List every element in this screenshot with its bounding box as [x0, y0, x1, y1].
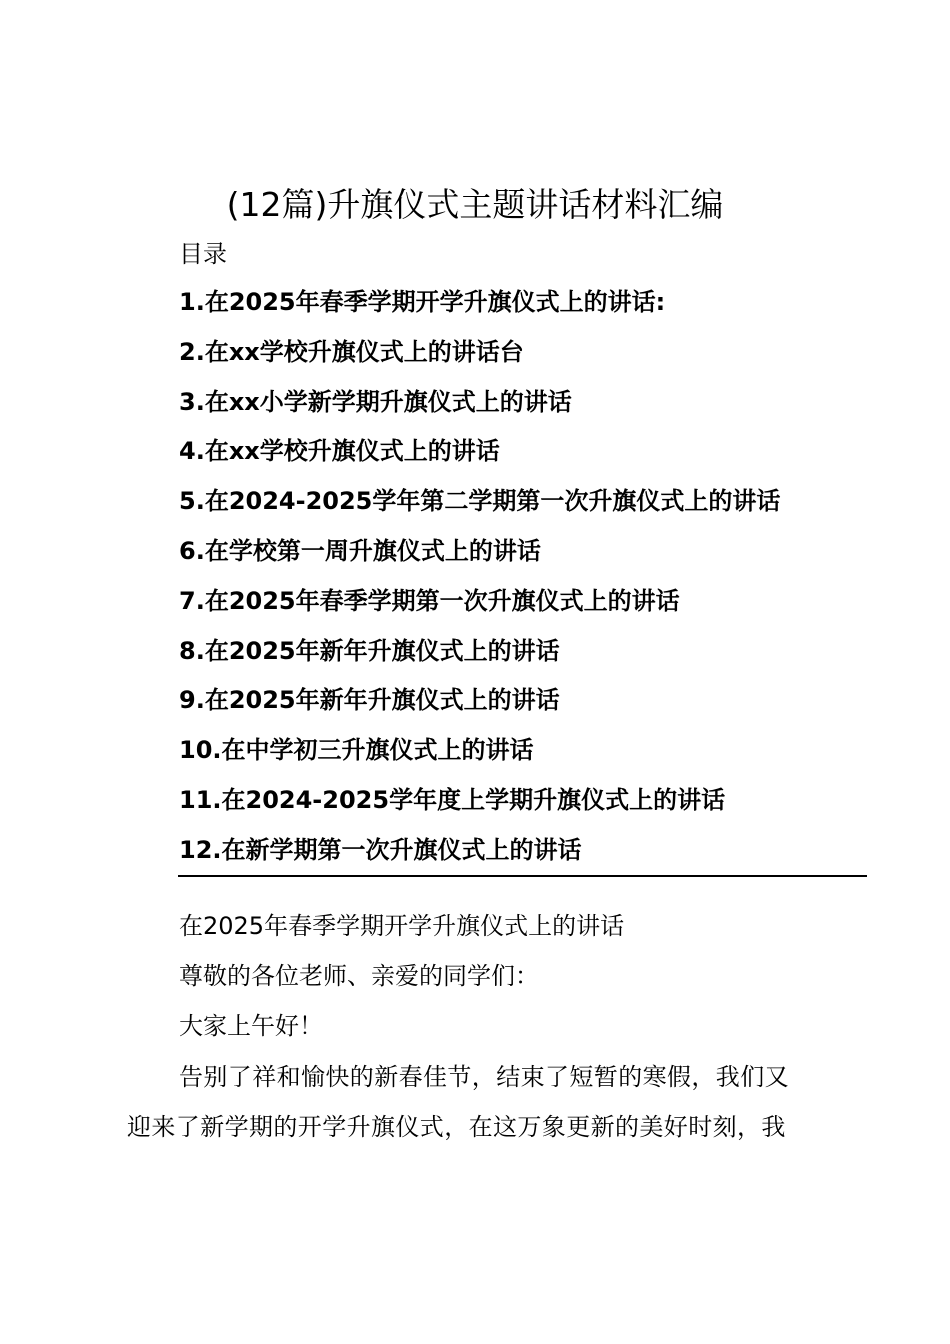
speech-title: 在2025年春季学期开学升旗仪式上的讲话 [179, 912, 625, 940]
toc-item-11[interactable]: 11.在2024-2025学年度上学期升旗仪式上的讲话 [179, 785, 726, 814]
toc-item-3[interactable]: 3.在xx小学新学期升旗仪式上的讲话 [179, 387, 572, 416]
speech-salutation: 尊敬的各位老师、亲爱的同学们： [179, 962, 539, 990]
toc-item-7[interactable]: 7.在2025年春季学期第一次升旗仪式上的讲话 [179, 586, 680, 615]
toc-item-2[interactable]: 2.在xx学校升旗仪式上的讲话台 [179, 337, 524, 366]
toc-item-12[interactable]: 12.在新学期第一次升旗仪式上的讲话 [179, 835, 582, 864]
toc-item-10[interactable]: 10.在中学初三升旗仪式上的讲话 [179, 736, 534, 765]
toc-item-9[interactable]: 9.在2025年新年升旗仪式上的讲话 [179, 686, 560, 715]
speech-greeting: 大家上午好！ [179, 1012, 323, 1040]
toc-divider [178, 875, 867, 877]
table-of-contents [179, 284, 780, 882]
toc-item-5[interactable]: 5.在2024-2025学年第二学期第一次升旗仪式上的讲话 [179, 487, 781, 516]
toc-item-6[interactable]: 6.在学校第一周升旗仪式上的讲话 [179, 536, 541, 565]
paragraph-line: 告别了祥和愉快的新春佳节，结束了短暂的寒假，我们又 [179, 1063, 789, 1091]
toc-heading: 目录 [179, 240, 227, 268]
document-title: (12篇)升旗仪式主题讲话材料汇编 [226, 185, 724, 224]
toc-item-8[interactable]: 8.在2025年新年升旗仪式上的讲话 [179, 636, 560, 665]
toc-item-4[interactable]: 4.在xx学校升旗仪式上的讲话 [179, 437, 500, 466]
toc-item-1[interactable]: 1.在2025年春季学期开学升旗仪式上的讲话: [179, 288, 666, 316]
paragraph-line: 迎来了新学期的开学升旗仪式，在这万象更新的美好时刻，我 [127, 1113, 786, 1141]
